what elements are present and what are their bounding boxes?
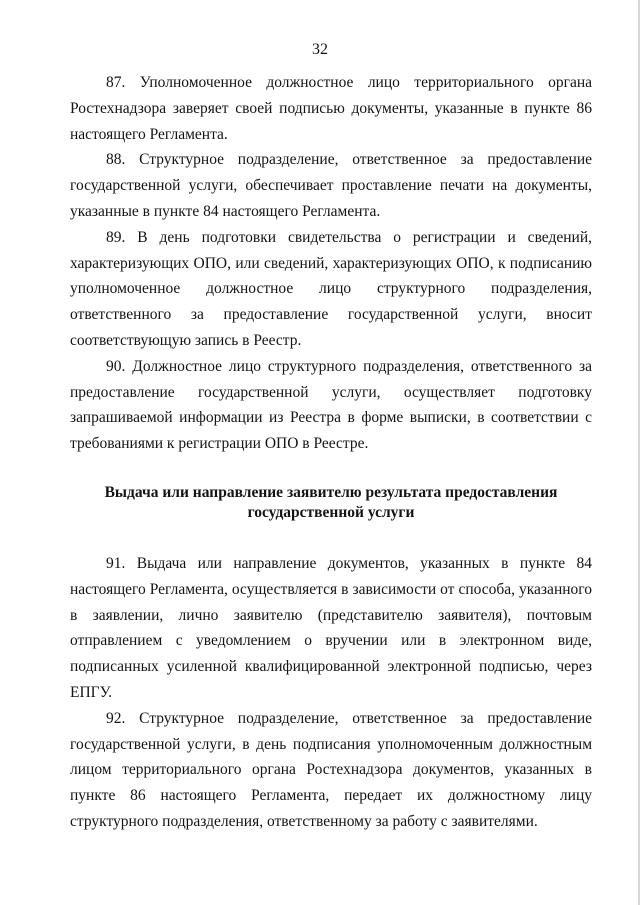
section-heading (70, 483, 592, 523)
paragraph-90: 90. Должностное лицо структурного подразделения, ответственного за предоставление государственной услуги, осуществляет подготовку запрашиваемой информации из Реестра в форме выписки, в соответствии с требованиями к регистрации ОПО в Реестре. (70, 357, 592, 453)
paragraph-88: 88. Структурное подразделение, ответственное за предоставление государственной услуги, обеспечивает проставление печати на документы, указанные в пункте 84 настоящего Регламента. (70, 151, 592, 220)
page-number: 32 (312, 41, 328, 58)
paragraph-92: 92. Структурное подразделение, ответственное за предоставление государственной услуги, в день подписания уполномоченным должностным лицом территориального органа Ростехнадзора документов, указанных в пункте 86 настоящего Регламента, передает их должностному лицу структурного подразделения, ответственному за работу с заявителями. (70, 709, 592, 830)
section-heading-line-1: Выдача или направление заявителю результата предоставления (104, 483, 558, 501)
paragraph-91: 91. Выдача или направление документов, указанных в пункте 84 настоящего Регламента, осуществляется в зависимости от способа, указанного в заявлении, лично заявителю (представителю заявителя), почтовым отправлением с уведомлением о вручении или в электронном виде, подписанных усиленной квалифицированной электронной подписью, через ЕПГУ. (70, 554, 592, 701)
paragraph-87: 87. Уполномоченное должностное лицо территориального органа Ростехнадзора заверяет своей подписью документы, указанные в пункте 86 настоящего Регламента. (70, 74, 592, 143)
paragraph-89: 89. В день подготовки свидетельства о регистрации и сведений, характеризующих ОПО, или сведений, характеризующих ОПО, к подписанию уполномоченное должностное лицо структурного подразделения, ответственного за предоставление государственной услуги, вносит соответствующую запись в Реестр. (70, 228, 592, 349)
document-body (70, 70, 592, 835)
section-heading-line-2: государственной услуги (247, 503, 415, 521)
